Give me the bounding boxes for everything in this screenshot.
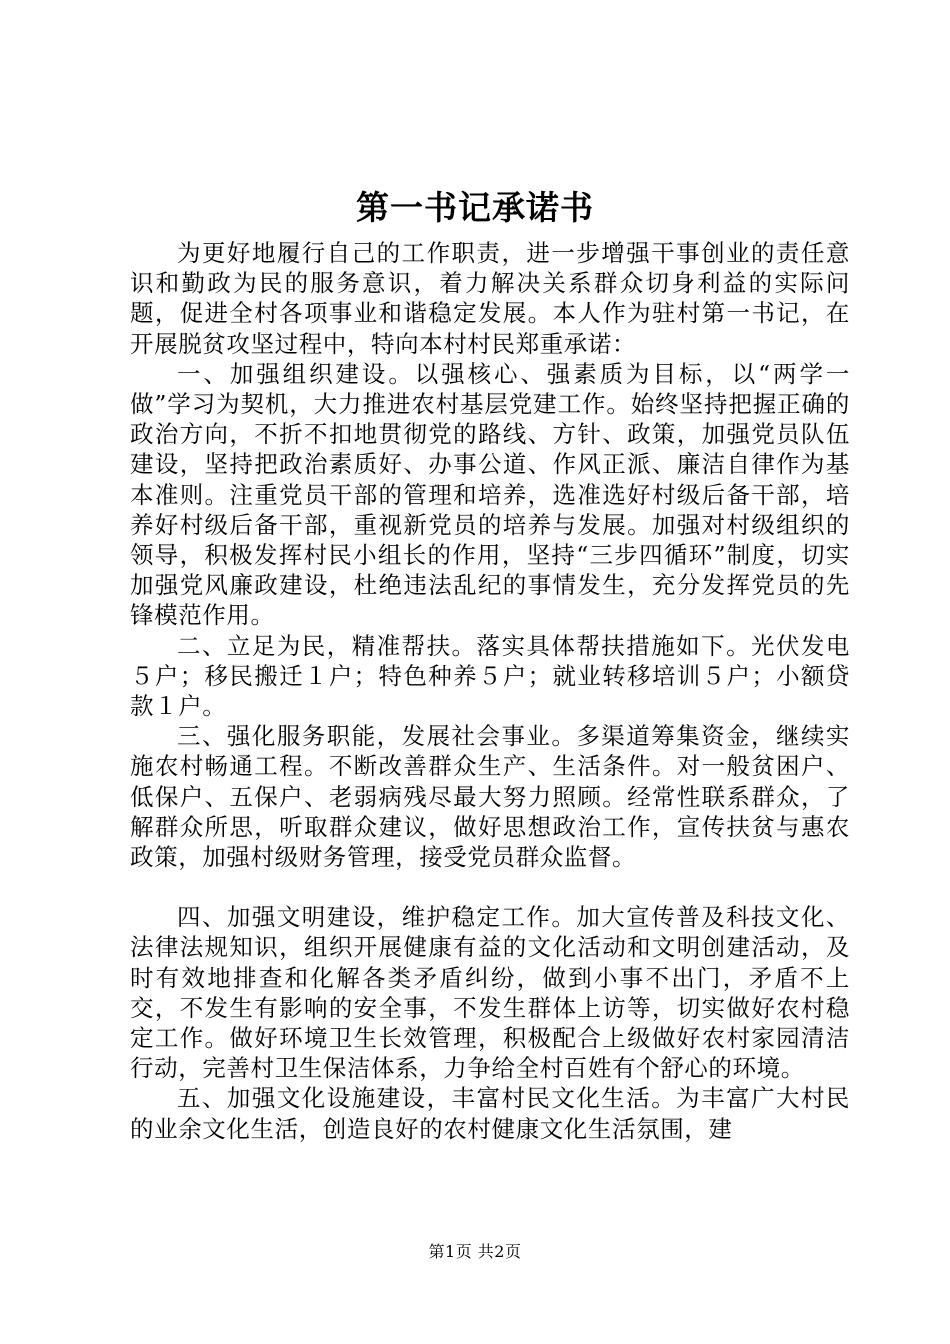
commitment-paragraph-2: 二、立足为民，精准帮扶。落实具体帮扶措施如下。光伏发电５户；移民搬迁１户；特色种养５户；就业转移培训５户；小额贷款１户。 (130, 631, 850, 721)
commitment-paragraph-3: 三、强化服务职能，发展社会事业。多渠道筹集资金，继续实施农村畅通工程。不断改善群众生产、生活条件。对一般贫困户、低保户、五保户、老弱病残尽最大努力照顾。经常性联系群众，了解群众所思，听取群众建议，做好思想政治工作，宣传扶贫与惠农政策，加强村级财务管理，接受党员群众监督。 (130, 722, 850, 872)
document-title: 第一书记承诺书 (356, 188, 594, 227)
commitment-paragraph-5: 五、加强文化设施建设，丰富村民文化生活。为丰富广大村民的业余文化生活，创造良好的农村健康文化生活氛围，建 (130, 1084, 850, 1143)
commitment-paragraph-4: 四、加强文明建设，维护稳定工作。加大宣传普及科技文化、法律法规知识，组织开展健康有益的文化活动和文明创建活动，及时有效地排查和化解各类矛盾纠纷，做到小事不出门，矛盾不上交，不发生有影响的安全事，不发生群体上访等，切实做好农村稳定工作。做好环境卫生长效管理，积极配合上级做好农村家园清洁行动，完善村卫生保洁体系，力争给全村百姓有个舒心的环境。 (130, 903, 850, 1083)
document-body (130, 238, 850, 1144)
commitment-paragraph-1: 一、加强组织建设。以强核心、强素质为目标，以“两学一做”学习为契机，大力推进农村基层党建工作。始终坚持把握正确的政治方向，不折不扣地贯彻党的路线、方针、政策，加强党员队伍建设，坚持把政治素质好、办事公道、作风正派、廉洁自律作为基本准则。注重党员干部的管理和培养，选准选好村级后备干部，培养好村级后备干部，重视新党员的培养与发展。加强对村级组织的领导，积极发挥村民小组长的作用，坚持“三步四循环”制度，切实加强党风廉政建设，杜绝违法乱纪的事情发生，充分发挥党员的先锋模范作用。 (130, 359, 850, 630)
intro-paragraph: 为更好地履行自己的工作职责，进一步增强干事创业的责任意识和勤政为民的服务意识，着力解决关系群众切身利益的实际问题，促进全村各项事业和谐稳定发展。本人作为驻村第一书记，在开展脱贫攻坚过程中，特向本村村民郑重承诺： (130, 239, 850, 358)
page-number-footer: 第1页 共2页 (428, 1242, 522, 1261)
